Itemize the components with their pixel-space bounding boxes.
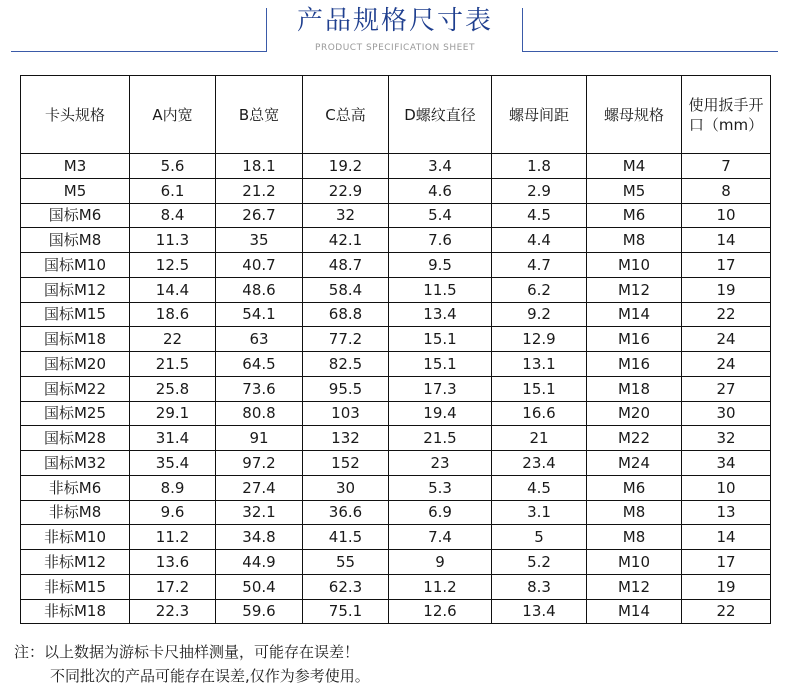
table-row [21, 525, 771, 550]
table-cell: 32 [303, 203, 389, 228]
table-cell: 国标M22 [21, 376, 130, 401]
table-cell: 95.5 [303, 376, 389, 401]
table-cell: 9 [389, 550, 492, 575]
table-row [21, 228, 771, 253]
table-row [21, 327, 771, 352]
table-cell: 17.3 [389, 376, 492, 401]
table-cell: 4.5 [492, 475, 587, 500]
table-cell: 91 [216, 426, 303, 451]
table-cell: 4.7 [492, 253, 587, 278]
table-cell: M12 [587, 574, 682, 599]
table-cell: 国标M10 [21, 253, 130, 278]
table-cell: 64.5 [216, 352, 303, 377]
column-header: C总高 [303, 76, 389, 154]
table-cell: 4.5 [492, 203, 587, 228]
table-cell: 36.6 [303, 500, 389, 525]
table-cell: 国标M12 [21, 277, 130, 302]
table-row [21, 475, 771, 500]
table-cell: 11.2 [389, 574, 492, 599]
table-cell: M6 [587, 475, 682, 500]
table-cell: 24 [682, 327, 771, 352]
table-cell: 17.2 [130, 574, 216, 599]
table-cell: M8 [587, 525, 682, 550]
table-cell: 19.2 [303, 154, 389, 179]
table-row [21, 277, 771, 302]
table-cell: 132 [303, 426, 389, 451]
table-cell: 35 [216, 228, 303, 253]
table-cell: 21.5 [130, 352, 216, 377]
table-cell: 1.8 [492, 154, 587, 179]
table-cell: 21.2 [216, 178, 303, 203]
table-cell: 6.1 [130, 178, 216, 203]
table-cell: M18 [587, 376, 682, 401]
table-row [21, 178, 771, 203]
table-cell: 22.9 [303, 178, 389, 203]
table-cell: 17 [682, 253, 771, 278]
table-cell: 6.9 [389, 500, 492, 525]
table-cell: 2.9 [492, 178, 587, 203]
header-bracket-left [11, 8, 267, 52]
footnote-line-1: 注：以上数据为游标卡尺抽样测量，可能存在误差！ [14, 643, 360, 661]
table-cell: 31.4 [130, 426, 216, 451]
table-cell: 152 [303, 451, 389, 476]
table-row [21, 500, 771, 525]
table-cell: 7 [682, 154, 771, 179]
table-cell: 73.6 [216, 376, 303, 401]
column-header: 卡头规格 [21, 76, 130, 154]
column-header: A内宽 [130, 76, 216, 154]
table-cell: 4.4 [492, 228, 587, 253]
table-cell: M4 [587, 154, 682, 179]
table-cell: 9.6 [130, 500, 216, 525]
table-cell: 7.4 [389, 525, 492, 550]
table-cell: 22 [682, 302, 771, 327]
table-cell: 13.1 [492, 352, 587, 377]
table-cell: 12.9 [492, 327, 587, 352]
table-cell: 国标M18 [21, 327, 130, 352]
table-cell: 5.4 [389, 203, 492, 228]
table-cell: 21 [492, 426, 587, 451]
table-cell: M8 [587, 500, 682, 525]
table-cell: 44.9 [216, 550, 303, 575]
column-header: 螺母间距 [492, 76, 587, 154]
table-cell: 5 [492, 525, 587, 550]
table-cell: M24 [587, 451, 682, 476]
table-cell: 国标M25 [21, 401, 130, 426]
table-cell: M5 [587, 178, 682, 203]
table-cell: 3.1 [492, 500, 587, 525]
column-header: 使用扳手开口（mm） [682, 76, 771, 154]
table-cell: 国标M32 [21, 451, 130, 476]
table-cell: M14 [587, 302, 682, 327]
table-cell: 54.1 [216, 302, 303, 327]
table-cell: 非标M12 [21, 550, 130, 575]
table-cell: 26.7 [216, 203, 303, 228]
table-cell: M16 [587, 327, 682, 352]
table-cell: 27.4 [216, 475, 303, 500]
table-cell: 10 [682, 475, 771, 500]
table-cell: 19.4 [389, 401, 492, 426]
table-cell: 23 [389, 451, 492, 476]
page-subtitle: PRODUCT SPECIFICATION SHEET [315, 43, 475, 53]
table-row [21, 302, 771, 327]
table-cell: 34 [682, 451, 771, 476]
table-cell: 24 [682, 352, 771, 377]
table-cell: 22 [682, 599, 771, 624]
table-cell: 17 [682, 550, 771, 575]
table-cell: 27 [682, 376, 771, 401]
table-cell: 68.8 [303, 302, 389, 327]
table-cell: 50.4 [216, 574, 303, 599]
table-cell: M8 [587, 228, 682, 253]
table-cell: 18.6 [130, 302, 216, 327]
table-cell: 国标M6 [21, 203, 130, 228]
table-cell: 5.2 [492, 550, 587, 575]
table-cell: 11.3 [130, 228, 216, 253]
table-cell: 97.2 [216, 451, 303, 476]
table-cell: 国标M20 [21, 352, 130, 377]
table-cell: 30 [303, 475, 389, 500]
table-cell: 77.2 [303, 327, 389, 352]
table-cell: 42.1 [303, 228, 389, 253]
table-cell: 19 [682, 277, 771, 302]
column-header: B总宽 [216, 76, 303, 154]
table-cell: 35.4 [130, 451, 216, 476]
table-row [21, 352, 771, 377]
table-cell: 9.2 [492, 302, 587, 327]
table-row [21, 599, 771, 624]
table-cell: 14 [682, 525, 771, 550]
table-cell: 9.5 [389, 253, 492, 278]
table-cell: 10 [682, 203, 771, 228]
table-cell: 32.1 [216, 500, 303, 525]
table-row [21, 574, 771, 599]
table-cell: 11.2 [130, 525, 216, 550]
table-cell: 非标M6 [21, 475, 130, 500]
table-cell: M10 [587, 550, 682, 575]
table-cell: 21.5 [389, 426, 492, 451]
table-cell: 8.3 [492, 574, 587, 599]
table-cell: 13.4 [492, 599, 587, 624]
footnote [14, 640, 370, 688]
table-row [21, 203, 771, 228]
table-cell: 23.4 [492, 451, 587, 476]
table-cell: 63 [216, 327, 303, 352]
table-cell: 8.4 [130, 203, 216, 228]
table-cell: 55 [303, 550, 389, 575]
table-cell: 非标M8 [21, 500, 130, 525]
table-cell: M3 [21, 154, 130, 179]
table-cell: 62.3 [303, 574, 389, 599]
table-row [21, 401, 771, 426]
table-cell: 58.4 [303, 277, 389, 302]
table-cell: 国标M8 [21, 228, 130, 253]
table-cell: 14.4 [130, 277, 216, 302]
table-cell: 15.1 [389, 327, 492, 352]
table-cell: 80.8 [216, 401, 303, 426]
table-cell: 12.5 [130, 253, 216, 278]
table-cell: 19 [682, 574, 771, 599]
table-row [21, 376, 771, 401]
table-cell: 8.9 [130, 475, 216, 500]
table-cell: 30 [682, 401, 771, 426]
table-cell: M10 [587, 253, 682, 278]
table-cell: 41.5 [303, 525, 389, 550]
table-cell: 82.5 [303, 352, 389, 377]
table-cell: 国标M28 [21, 426, 130, 451]
page-title: 产品规格尺寸表 [296, 6, 493, 36]
table-cell: 8 [682, 178, 771, 203]
table-cell: 5.3 [389, 475, 492, 500]
table-cell: 5.6 [130, 154, 216, 179]
table-cell: 非标M18 [21, 599, 130, 624]
table-cell: 14 [682, 228, 771, 253]
table-cell: 75.1 [303, 599, 389, 624]
table-cell: M14 [587, 599, 682, 624]
table-cell: 18.1 [216, 154, 303, 179]
table-cell: M5 [21, 178, 130, 203]
table-row [21, 154, 771, 179]
table-cell: 7.6 [389, 228, 492, 253]
table-row [21, 451, 771, 476]
table-cell: M6 [587, 203, 682, 228]
table-body [21, 154, 771, 624]
table-cell: M12 [587, 277, 682, 302]
spec-table [20, 75, 771, 624]
footnote-line-2: 不同批次的产品可能存在误差,仅作为参考使用。 [50, 667, 370, 685]
table-cell: 59.6 [216, 599, 303, 624]
table-cell: 6.2 [492, 277, 587, 302]
table-row [21, 426, 771, 451]
table-cell: 103 [303, 401, 389, 426]
table-cell: 22 [130, 327, 216, 352]
table-cell: 25.8 [130, 376, 216, 401]
table-cell: 非标M15 [21, 574, 130, 599]
table-cell: 32 [682, 426, 771, 451]
table-cell: 48.6 [216, 277, 303, 302]
table-cell: 13.6 [130, 550, 216, 575]
header [0, 0, 790, 60]
table-cell: 16.6 [492, 401, 587, 426]
table-cell: 15.1 [492, 376, 587, 401]
table-cell: 非标M10 [21, 525, 130, 550]
table-cell: 4.6 [389, 178, 492, 203]
table-cell: 3.4 [389, 154, 492, 179]
table-cell: 22.3 [130, 599, 216, 624]
column-header: 螺母规格 [587, 76, 682, 154]
table-row [21, 253, 771, 278]
header-bracket-right [522, 8, 778, 52]
table-cell: M22 [587, 426, 682, 451]
table-cell: 29.1 [130, 401, 216, 426]
table-cell: 34.8 [216, 525, 303, 550]
table-header-row [21, 76, 771, 154]
table-cell: 40.7 [216, 253, 303, 278]
column-header: D螺纹直径 [389, 76, 492, 154]
table-cell: 国标M15 [21, 302, 130, 327]
table-cell: 13 [682, 500, 771, 525]
table-cell: 15.1 [389, 352, 492, 377]
table-cell: 11.5 [389, 277, 492, 302]
table-cell: M16 [587, 352, 682, 377]
table-cell: M20 [587, 401, 682, 426]
table-cell: 48.7 [303, 253, 389, 278]
table-cell: 13.4 [389, 302, 492, 327]
table-cell: 12.6 [389, 599, 492, 624]
table-row [21, 550, 771, 575]
